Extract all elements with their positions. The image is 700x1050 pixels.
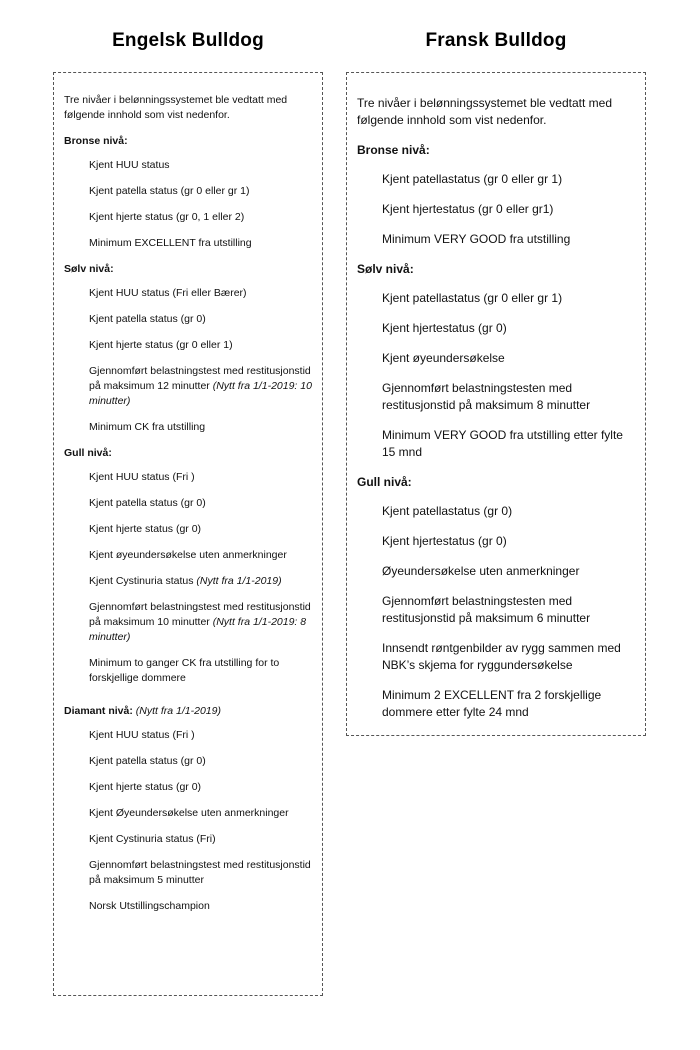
- list-item: Kjent patellastatus (gr 0 eller gr 1): [382, 172, 563, 186]
- list-item: Minimum VERY GOOD fra utstilling: [382, 232, 571, 246]
- item-note: (Nytt fra 1/1-2019: 10 minutter): [89, 380, 312, 407]
- list-item: Kjent patella status (gr 0): [89, 313, 206, 325]
- level-bronse: [64, 134, 312, 251]
- list-item: Kjent HUU status (Fri ): [89, 729, 195, 741]
- list-item: Kjent hjerte status (gr 0, 1 eller 2): [89, 211, 245, 223]
- level-heading: Sølv nivå:: [64, 263, 114, 275]
- list-item: Norsk Utstillingschampion: [89, 900, 210, 912]
- list-item: Kjent øyeundersøkelse: [382, 351, 505, 365]
- list-item: Minimum EXCELLENT fra utstilling: [89, 237, 252, 249]
- level-solv: [64, 262, 312, 435]
- list-item: Gjennomført belastningstesten med restitusjonstid på maksimum 8 minutter: [382, 381, 591, 412]
- list-item: Minimum 2 EXCELLENT fra 2 forskjellige dommere etter fylte 24 mnd: [382, 688, 602, 719]
- level-heading: Sølv nivå:: [357, 262, 414, 276]
- list-item: Minimum VERY GOOD fra utstilling etter fylte 15 mnd: [382, 428, 623, 459]
- level-heading: Gull nivå:: [64, 447, 112, 459]
- level-bronse: [357, 142, 633, 248]
- level-gull: [357, 474, 633, 721]
- list-item: [89, 600, 312, 645]
- list-item: Kjent patellastatus (gr 0): [382, 504, 513, 518]
- list-item: Kjent Cystinuria status (Fri): [89, 833, 216, 845]
- level-heading-note: (Nytt fra 1/1-2019): [135, 705, 221, 717]
- list-item: Kjent HUU status (Fri eller Bærer): [89, 287, 247, 299]
- list-item: Kjent HUU status: [89, 159, 170, 171]
- level-diamant: [64, 704, 312, 914]
- item-note: (Nytt fra 1/1-2019: 8 minutter): [89, 616, 307, 643]
- list-item: Minimum CK fra utstilling: [89, 421, 206, 433]
- list-item: Kjent hjerte status (gr 0 eller 1): [89, 339, 233, 351]
- list-item: Øyeundersøkelse uten anmerkninger: [382, 564, 580, 578]
- level-heading: Bronse nivå:: [357, 143, 430, 157]
- list-item: Kjent hjertestatus (gr 0): [382, 534, 507, 548]
- level-solv: [357, 261, 633, 461]
- list-item: Kjent patella status (gr 0 eller gr 1): [89, 185, 250, 197]
- column-title: Engelsk Bulldog: [112, 30, 264, 51]
- column-title: Fransk Bulldog: [425, 30, 567, 51]
- list-item: [89, 574, 312, 589]
- list-item: Kjent patella status (gr 0): [89, 755, 206, 767]
- list-item: Kjent øyeundersøkelse uten anmerkninger: [89, 549, 287, 561]
- list-item: Minimum to ganger CK fra utstilling for to forskjellige dommere: [89, 657, 280, 684]
- list-item: [89, 364, 312, 409]
- list-item: Kjent patella status (gr 0): [89, 497, 206, 509]
- list-item: Gjennomført belastningstesten med restitusjonstid på maksimum 6 minutter: [382, 594, 591, 625]
- requirements-box: [53, 72, 323, 996]
- list-item: Kjent hjertestatus (gr 0): [382, 321, 507, 335]
- level-heading: [64, 704, 312, 719]
- item-note: (Nytt fra 1/1-2019): [196, 575, 282, 587]
- list-item: Kjent hjerte status (gr 0): [89, 781, 202, 793]
- level-heading: Bronse nivå:: [64, 135, 128, 147]
- list-item: Innsendt røntgenbilder av rygg sammen med NBK’s skjema for ryggundersøkelse: [382, 641, 621, 672]
- item-text: Gjennomført belastningstest med restitusjonstid på maksimum 12 minutter: [89, 365, 311, 392]
- level-heading: Gull nivå:: [357, 475, 412, 489]
- intro-text: Tre nivåer i belønningssystemet ble vedtatt med følgende innhold som vist nedenfor.: [357, 96, 613, 127]
- item-text: Gjennomført belastningstest med restitusjonstid på maksimum 10 minutter: [89, 601, 311, 628]
- list-item: Kjent Øyeundersøkelse uten anmerkninger: [89, 807, 289, 819]
- list-item: Gjennomført belastningstest med restitusjonstid på maksimum 5 minutter: [89, 859, 311, 886]
- item-text: Kjent Cystinuria status: [89, 575, 194, 587]
- list-item: Kjent hjerte status (gr 0): [89, 523, 202, 535]
- list-item: Kjent HUU status (Fri ): [89, 471, 195, 483]
- list-item: Kjent hjertestatus (gr 0 eller gr1): [382, 202, 554, 216]
- list-item: Kjent patellastatus (gr 0 eller gr 1): [382, 291, 563, 305]
- level-heading-text: Diamant nivå:: [64, 705, 133, 717]
- intro-text: Tre nivåer i belønningssystemet ble vedtatt med følgende innhold som vist nedenfor.: [64, 94, 288, 121]
- requirements-box: [346, 72, 646, 736]
- level-gull: [64, 446, 312, 686]
